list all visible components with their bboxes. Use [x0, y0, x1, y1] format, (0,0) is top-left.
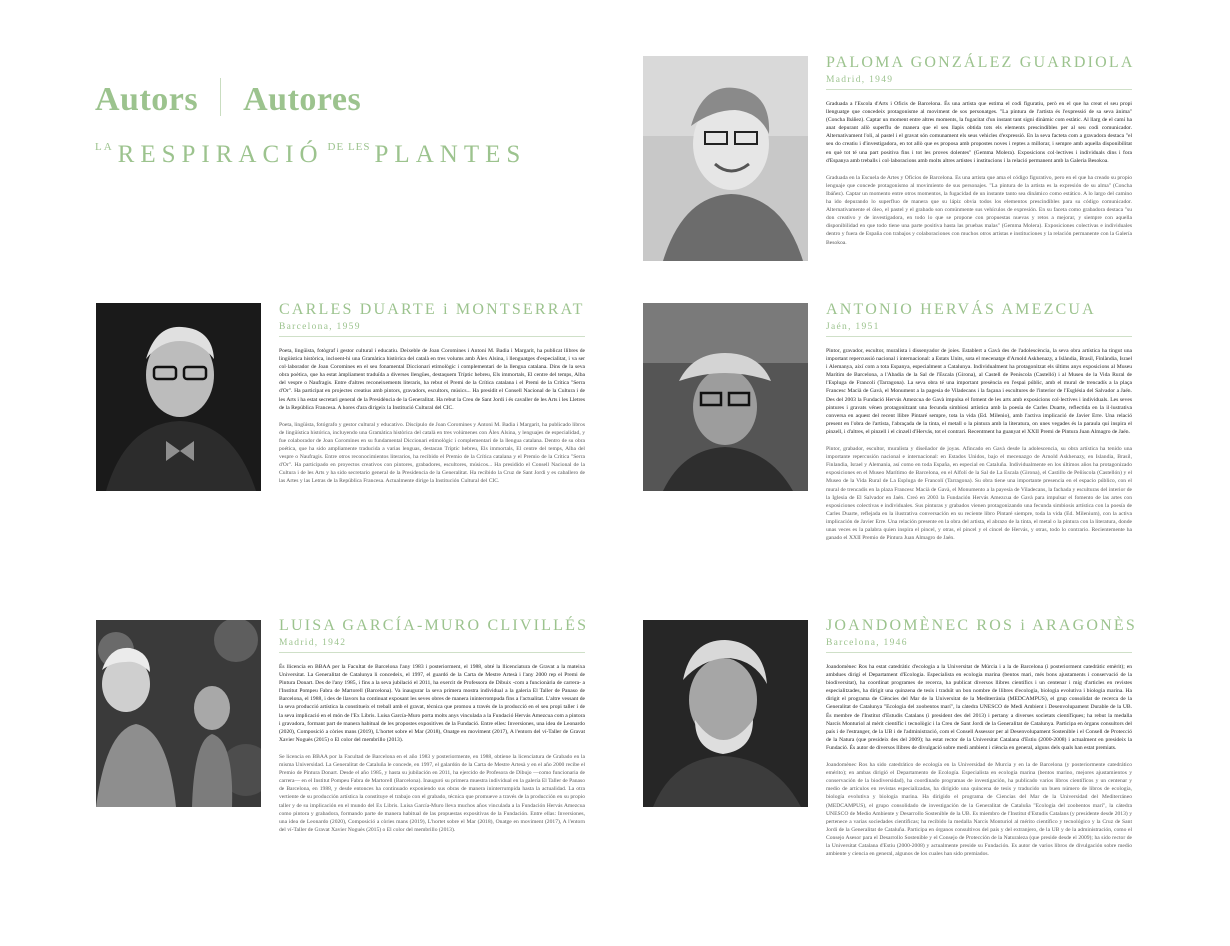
bio-catalan: Graduada a l'Escola d'Arts i Oficis de Barcelona. És una artista que estima el codi figuratiu, però en el que ha creat el seu propi llenguatge que concedeix protagonisme al moviment de sos personatges. "La pintura de l'artista és l'expressió de sa seva ànima" (Concha Ibáñez). Captar un moment entre altres moments, la fugacitat d'un instant tant signi dinàmic com estàtic. Al llarg de el camí ha anat depurant allò superflu de manera que el seu llapis obtida tots els elements prescindibles per al seu codi comunicador. Alternativament l'oli, al pastel i el gravat són comunament els seus vehicles d'expressió. En la seva facteta com a gravadora destaca "el seu do creatiu i d'investigadora, en tot allò que es proposa amb propostes noves i reptes a millorar, i sempre amb aquella disponibilitat en què tot té una part positiva fins i tot les proves dolentes" (Gemma Molera). Exposicions col·lectives i individuals dins i fora d'Espanya amb treballs i col·laboracions amb molts altres artistes i institucions i la relació permanent amb la Galeria Besokoa. — [826, 101, 1132, 164]
author-birthplace: Barcelona, 1946 — [826, 638, 1132, 653]
subtitle-la: LA — [95, 141, 114, 153]
author-birthplace: Jaén, 1951 — [826, 322, 1132, 337]
subtitle-deles: DE LES — [327, 141, 371, 153]
bio-spanish: Se licencia en BBAA por la Facultad de Barcelona en el año 1983 y posteriormente, en 1988, obtiene la licenciatura de Grabado en la misma Universidad. La Generalitat de Cataluña le concede, en 1997, el galardón de la Carta de Mestre Artesà y en el año 2000 recibe el Premio de Pintura Donart. Desde el año 1985, y hasta su jubilación en 2011, ha ejercido de Profesora de Dibujo —como funcionaria de carrera— en el Institut Pompeu Fabra de Martorell (Barcelona). Inauguró su primera muestra individual en la galería El Taller de Panaso de Barcelona, en 1988, y desde entonces ha continuado exponiendo sus obras de manera ininterrumpida hasta la actualidad. La otra vertiente de su producción artística la constituye el trabajo con el grabado, técnica que promueve a través de la producción en su propio taller y de su implicación en el mundo del Ex Libris. Luisa García-Muro lleva muchos años vinculada a la Fundación Hervás Amezcua como pintora y grabadora, formando parte de manera habitual de las propuestas expositivas de la Fundación. Entre ellas: Inversiones, una idea de Leonardo (2020), Composició a còries mans (2019), L'hortet sobre el Mar (2018), Onatge en moviment (2017), A l'entorn del ví-Taller de Gravat Xavier Noguès (2015) o El color del membrillo (2013). — [279, 753, 585, 833]
author-photo-carles — [96, 303, 261, 491]
author-name: ANTONIO HERVÁS AMEZCUA — [826, 301, 1096, 318]
bio-spanish: Poeta, lingüista, fotógrafo y gestor cultural y educativo. Discípulo de Joan Coromines y Antoni M. Badia i Margarit, ha publicado libros de lingüística histórica, incluyendo una Gramàtica històrica del català en tres volúmenes con Àlex Alsina, y lenguajes de especialidad, y fue colaborador de Joan Coromines en su fundamental Diccionari etimològic i complementari de la llengua catalana. Dentro de su obra poética, que ha sido ampliamente traducida a varias lenguas, destacan Tríptic hebreu, Els immortals, El centre del temps, Alba del vespre o Naufragis. Entre otros reconocimientos literarios, ha recibido el Premio de la Crítica catalana y el Premio de la Crítica "Serra d'Or". Ha participado en proyectos creativos con pintores, grabadores, escultores, músicos... Ha presidido el Consell Nacional de la Cultura i de les Arts y ha sido secretario general de la Presidencia de la Generalitat. Ha recibido la Cruz de Sant Jordi y es caballero de las Artes y las Letras de la República Francesa. Actualmente dirige la Institución Cultural del CIC. — [279, 421, 585, 485]
author-birthplace: Madrid, 1942 — [279, 638, 585, 653]
author-birthplace: Barcelona, 1959 — [279, 322, 585, 337]
author-bio-luisa — [279, 617, 589, 834]
author-bio-paloma — [826, 54, 1135, 247]
page-title — [95, 78, 361, 119]
author-photo-luisa — [96, 620, 261, 807]
author-bio-joandomenec — [826, 617, 1138, 858]
exhibition-subtitle — [95, 141, 526, 169]
bio-spanish: Graduada en la Escuela de Artes y Oficios de Barcelona. Es una artista que ama el código figurativo, pero en el que ha creado su propio lenguaje que concede protagonismo al movimiento de sus personajes. "La pintura de la artista es la expresión de su alma" (Concha Ibáñez). Captar un momento entre otros momentos, la fugacidad de un instante tanto sea dinámico como estático. A lo largo del camino ha ido depurando lo superfluo de manera que su lápiz obvia todos los elementos prescindibles para su código comunicador. Alternativamente el óleo, el pastel y el grabado son comúnmente sus vehículos de expresión. En su faceta como grabadora destaca "su don creativo y de investigadora, en todo lo que se propone con propuestas nuevas y retos a mejorar, y siempre con aquella disponibilidad en que todo tiene una parte positiva hasta las pruebas malas" (Gemma Molera). Exposiciones colectivas e individuales dentro y fuera de España con trabajos y colaboraciones con muchos otros artistas e instituciones y la relación permanente con la Galería Besokoa. — [826, 174, 1132, 246]
title-catalan: Autors — [95, 81, 199, 118]
bio-spanish: Pintor, grabador, escultor, muralista y diseñador de joyas. Afincado en Gavà desde la adolescencia, su obra artística ha tenido una importante repercusión nacional e internacional: en Estados Unidos, bajo el mecenazgo de Arnold Askhenazy, en Islandia, Brasil, Finlandia, Israel y Alemania, así como en toda España, en especial en Cataluña. Individualmente en los últimos años ha protagonizado exposiciones en el Museo Marítimo de Barcelona, en el Alfolí de la Sal de La Escala (Girona), el Castillo de Peñíscola (Castellón) y el Museo de la Vida Rural de La Espluga de Francolí (Tarragona). Su obra tiene una importante presencia en el espacio público, con el mural de trencadís en la plaza Francesc Macià de Gavà, el Monumento a la payesía de Viladecans, la fachada y esculturas del interior de la Iglesia de El Salvador en Jaén. Creó en 2003 la Fundación Hervás Amezcua de Gavà para impulsar el fomento de las artes con exposiciones colectivas e individuales. Sus pinturas y grabados vienen protagonizando una fecunda simbiosis artística con la poesía de Carles Duarte, reflejada en la ilustrativa conversación en su reciente libro Pintaré siempre, toda la vida (Ed. Milenium), con la activa implicación de Javier Erre. Una relación presente en la obra del artista, el abrazo de la tinta, el metal o la pintura con la literatura, donde unas veces es la palabra quien inspira el pincel, y otras, el pincel y el cincel de Hervás, y otras, todo lo contrario. Recientemente ha ganado el XXII Premio de Pintura Juan Almagro de Jaén. — [826, 446, 1132, 542]
bio-catalan: Poeta, lingüista, fotògraf i gestor cultural i educatiu. Deixeble de Joan Coromines i Antoni M. Badia i Margarit, ha publicat llibres de lingüística històrica, incloent-hi una Gramàtica històrica del català en tres volums amb Àlex Alsina, i llenguatges d'especialitat, i va ser col·laborador de Joan Coromines en el seu fonamental Diccionari etimològic i complementari de la llengua catalana. Dins de la seva obra poètica, que ha estat àmpliament traduïda a diverses llengües, destaquem Tríptic hebreu, Els immortals, El centre del temps, Alba del vespre o Naufragis. Entre d'altres reconeixements literaris, ha rebut el Premi de la Crítica catalana i el Premi de la Crítica "Serra d'Or". Ha participat en projectes creatius amb pintors, gravadors, escultors, músics... Ha presidit el Consell Nacional de la Cultura i de les Arts i ha estat secretari general de la Presidència de la Generalitat. Ha rebut la Creu de Sant Jordi i és cavaller de les Arts i les Lletres de la República Francesa. A hores d'ara dirigeix la Institució Cultural del CIC. — [279, 348, 585, 411]
author-bio-antonio — [826, 301, 1132, 542]
title-spanish: Autores — [243, 81, 362, 118]
title-divider — [220, 78, 221, 116]
author-photo-paloma — [643, 56, 808, 261]
author-photo-antonio — [643, 303, 808, 491]
author-name: JOANDOMÈNEC ROS i ARAGONÈS — [826, 617, 1138, 634]
author-bio-carles — [279, 301, 585, 486]
author-birthplace: Madrid, 1949 — [826, 75, 1132, 90]
author-name: LUISA GARCÍA-MURO CLIVILLÉS — [279, 617, 589, 634]
bio-catalan: Joandomènec Ros ha estat catedràtic d'ecologia a la Universitat de Múrcia i a la de Barcelona (i posteriorment catedràtic emèrit); en ambdues dirigí el Departament d'Ecologia. Especialista en ecologia marina (bentos mari, més bons ajustaments i conservació de la biodiversitat), ha coordinat programes de recerca, ha publicat diversos llibres científics i un centenar i mig d'articles en revistes especialitzades, ha dirigit una quinzena de tesis i traduït un bon nombre de llibres d'ecologia, biologia evolutiva i biologia marina. Ha dirigit el programa de Ciències del Mar de la Universitat de la Mediterrània (MEDCAMPUS), el grup consolidat de recerca de la Generalitat de Catalunya "Ecologia del zoobentos marí", la càtedra UNESCO de Medi Ambient i Desenvolupament Durable de la UB. És membre de l'Institut d'Estudis Catalans (i president des del 2013) i pertany a diverses societats científiques; ha rebut la medalla Narcís Monturiol al mèrit científic i tecnològic i la Creu de Sant Jordi de la Generalitat de Catalunya. Participa en òrgans consultors del país i de l'estranger, de la UB i de l'administració, com el Consell Assessor per al Desenvolupament Sostenible i el Consell de Protecció de la Natura (que presideix des del 2009); ha estat rector de la Universitat Catalana d'Estiu (2000-2008) i actualment en presideix la Fundació. És autor de diversos llibres de divulgació sobre medi ambient i ciència en general, alguns dels quals han estat premiats. — [826, 664, 1132, 751]
bio-catalan: Pintor, gravador, escultor, muralista i dissenyador de joies. Establert a Gavà des de l'adolescència, la seva obra artística ha tingut una important repercussió nacional i internacional: a Estats Units, sota el mecenatge d'Arnold Askhenazy, a Islàndia, Brasil, Finlàndia, Israel i Alemanya, així com a tota Espanya, especialment a Catalunya. Individualment ha protagonitzat els últims anys exposicions al Museu Marítim de Barcelona, a l'Abadia de la Sal de l'Escala (Girona), al Castell de Peníscola (Castelló) i al Museu de la Vida Rural de l'Espluga de Francolí (Tarragona). La seva obra té una important presència en l'espai públic, amb el mural de trencadís a la plaça Francesc Macià de Gavà, el Monument a la pagesia de Viladecans i la façana i escultures de l'interior de l'Església del Salvador a Jaén. Des del 2003 la Fundació Hervás Amezcua de Gavà impulsa el foment de les arts amb exposicions col·lectives i individuals. Les seves pintures i gravats vénen protagonitzant una fecunda simbiosi artística amb la poesia de Carles Duarte, reflectida en la il·lustrativa conversa en aquest del recent llibre Pintaré sempre, tota la vida (Ed. Milenio), amb l'activa implicació de Javier Erre. Una relació present en l'obra de l'artista, l'abraçada de la tinta, el metall o la pintura amb la literatura, on unes vegades és la paraula qui inspira el pinzell, i d'altres, el pinzell i el cinzell d'Hervás, tot el contrari. Recentment ha guanyat el XXII Premi de Pintura Juan Almagro de Jaén. — [826, 348, 1132, 435]
author-name: PALOMA GONZÁLEZ GUARDIOLA — [826, 54, 1135, 71]
bio-catalan: És llicencia en BBAA per la Facultat de Barcelona l'any 1983 i posteriorment, el 1988, obté la llicenciatura de Gravat a la mateixa Universitat. La Generalitat de Catalunya li concedeix, el 1997, el guardó de la Carta de Mestre Artesà i l'any 2000 rep el Premi de Pintura Donart. Des de l'any 1985, i fins a la seva jubilació el 2011, ha exercit de Professora de Dibuix -com a funcionària de carrera- a l'Institut Pompeu Fabra de Martorell (Barcelona). Va inaugurar la seva primera mostra individual a la galeria El Taller de Panaso de Barcelona, el 1988, i des de llavors ha continuat exposant les seves obres de manera ininterrompuda fins a l'actualitat. L'altre vessant de la seva producció artística la constitueix el treball amb el gravat, tècnica que promou a través de la producció en el seu propi taller i de la seva implicació en el món de l'Ex Libris. Luisa García-Muro porta molts anys vinculada a la Fundació Hervás Amezcua com a pintora i gravadora, formant part de manera habitual de les propostes expositives de la Fundació. Entre elles: Inversiones, una idea de Leonardo (2020), Composició a còries mans (2019), L'hortet sobre el Mar (2018), Onatge en moviment (2017), A l'entorn del ví-Taller de Gravat Xavier Noguès (2015) o El color del membrillo (2013). — [279, 664, 585, 743]
subtitle-respiracio: RESPIRACIÓ — [117, 141, 324, 168]
subtitle-plantes: PLANTES — [374, 141, 527, 168]
bio-spanish: Joandomènec Ros ha sido catedrático de ecología en la Universidad de Murcia y en la de Barcelona (y posteriormente catedrático emérito); en ambas dirigió el Departamento de Ecología. Especialista en ecología marina (bentos marino, mejores ajustamientos y conservación de la biodiversidad), ha coordinado programas de investigación, ha publicado varios libros científicos y un centenar y medio de artículos en revistas especializadas, ha dirigido una quincena de tesis y traducido un buen número de libros de ecología, biología evolutiva y biología marina. Ha dirigido el programa de Ciencias del Mar de la Universidad del Mediterráneo (MEDCAMPUS), el grupo consolidado de investigación de la Generalitat de Cataluña "Ecologia del zoobentos marí", la cátedra UNESCO de Medio Ambiente y Desarrollo Sostenible de la UB. Es miembro de l'Institut d'Estudis Catalans (y presidente desde 2013) y pertenece a varias sociedades científicas; ha recibido la medalla Narcís Monturiol al mérito científico y tecnológico y la Cruz de Sant Jordi de la Generalitat de Cataluña. Participa en órganos consultivos del país y del extranjero, de la UB y de la administración, como el Consejo Asesor para el Desarrollo Sostenible y el Consejo de Protección de la Naturaleza (que preside desde el 2009); ha sido rector de la Universitat Catalana d'Estiu (2000-2008) y actualmente preside su Fundación. Es autor de varios libros de divulgación sobre medio ambiente y ciencia en general, algunos de los cuales han sido premiados. — [826, 762, 1132, 858]
author-name: CARLES DUARTE i MONTSERRAT — [279, 301, 585, 318]
author-photo-joandomenec — [643, 620, 808, 807]
